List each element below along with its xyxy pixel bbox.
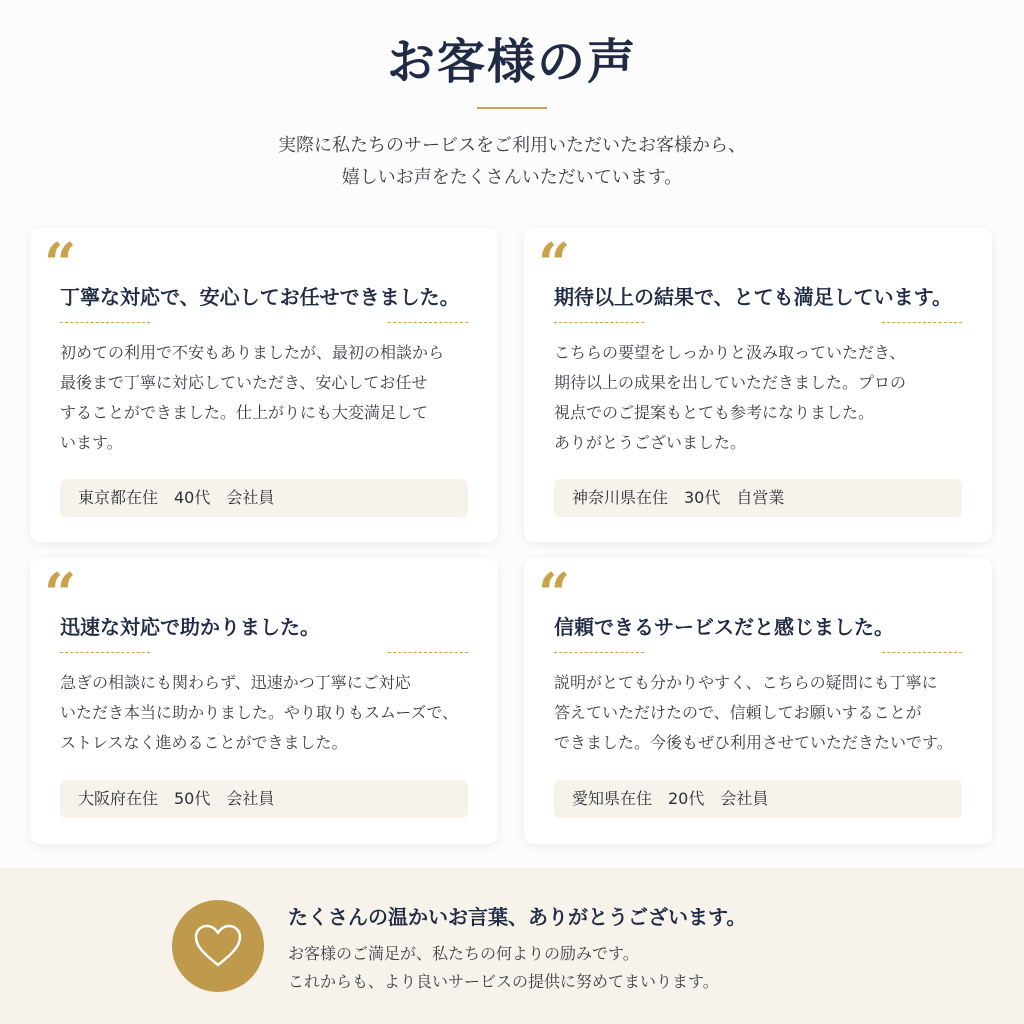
- body-line: 最後まで丁寧に対応していただき、安心してお任せ: [60, 373, 428, 392]
- testimonial-body: [554, 338, 968, 458]
- testimonial-card: [30, 228, 498, 542]
- body-line: 初めての利用で不安もありましたが、最初の相談から: [60, 343, 445, 362]
- body-line: ありがとうございました。: [554, 433, 747, 452]
- testimonial-title: 期待以上の結果で、とても満足しています。: [554, 285, 952, 309]
- footer-title: たくさんの温かいお言葉、ありがとうございます。: [288, 905, 747, 929]
- body-line: こちらの要望をしっかりと汲み取っていただき、: [554, 343, 906, 362]
- quote-icon: “: [44, 561, 77, 627]
- testimonial-body: [60, 668, 474, 758]
- testimonial-body: [554, 668, 988, 758]
- heart-icon: [193, 923, 243, 969]
- title-underline: [477, 107, 547, 109]
- title-divider: [554, 652, 962, 654]
- customer-info: 大阪府在住 50代 会社員: [60, 780, 468, 818]
- footer-line: お客様のご満足が、私たちの何よりの励みです。: [288, 944, 639, 963]
- body-line: います。: [60, 433, 123, 452]
- testimonial-title: 信頼できるサービスだと感じました。: [554, 615, 894, 639]
- testimonial-title: 迅速な対応で助かりました。: [60, 615, 320, 639]
- page-title: お客様の声: [386, 34, 637, 90]
- testimonial-card: [524, 558, 992, 844]
- intro-text: [0, 130, 1024, 194]
- body-line: できました。今後もぜひ利用させていただきたいです。: [554, 733, 953, 752]
- footer-line: これからも、より良いサービスの提供に努めてまいります。: [288, 972, 719, 991]
- intro-line: 実際に私たちのサービスをご利用いただいたお客様から、: [278, 135, 746, 156]
- body-line: 視点でのご提案もとても参考になりました。: [554, 403, 875, 422]
- customer-info: 東京都在住 40代 会社員: [60, 479, 468, 517]
- testimonial-card: [524, 228, 992, 542]
- customer-info: 愛知県在住 20代 会社員: [554, 780, 962, 818]
- testimonial-body: [60, 338, 474, 458]
- body-line: ストレスなく進めることができました。: [60, 733, 348, 752]
- body-line: 期待以上の成果を出していただきました。プロの: [554, 373, 907, 392]
- quote-icon: “: [44, 231, 77, 297]
- quote-icon: “: [538, 231, 571, 297]
- intro-line: 嬉しいお声をたくさんいただいています。: [341, 167, 683, 188]
- testimonial-title: 丁寧な対応で、安心してお任せできました。: [60, 285, 460, 309]
- body-line: 急ぎの相談にも関わらず、迅速かつ丁寧にご対応: [60, 673, 411, 692]
- heart-badge: [172, 900, 264, 992]
- title-divider: [554, 322, 962, 324]
- footer-thanks: [0, 868, 1024, 1024]
- title-divider: [60, 322, 468, 324]
- footer-message: [288, 940, 719, 996]
- body-line: 説明がとても分かりやすく、こちらの疑問にも丁寧に: [554, 673, 938, 692]
- customer-info: 神奈川県在住 30代 自営業: [554, 479, 962, 517]
- quote-icon: “: [538, 561, 571, 627]
- body-line: 答えていただけたので、信頼してお願いすることが: [554, 703, 922, 722]
- body-line: することができました。仕上がりにも大変満足して: [60, 403, 429, 422]
- testimonial-card: [30, 558, 498, 844]
- title-divider: [60, 652, 468, 654]
- body-line: いただき本当に助かりました。やり取りもスムーズで、: [60, 703, 459, 722]
